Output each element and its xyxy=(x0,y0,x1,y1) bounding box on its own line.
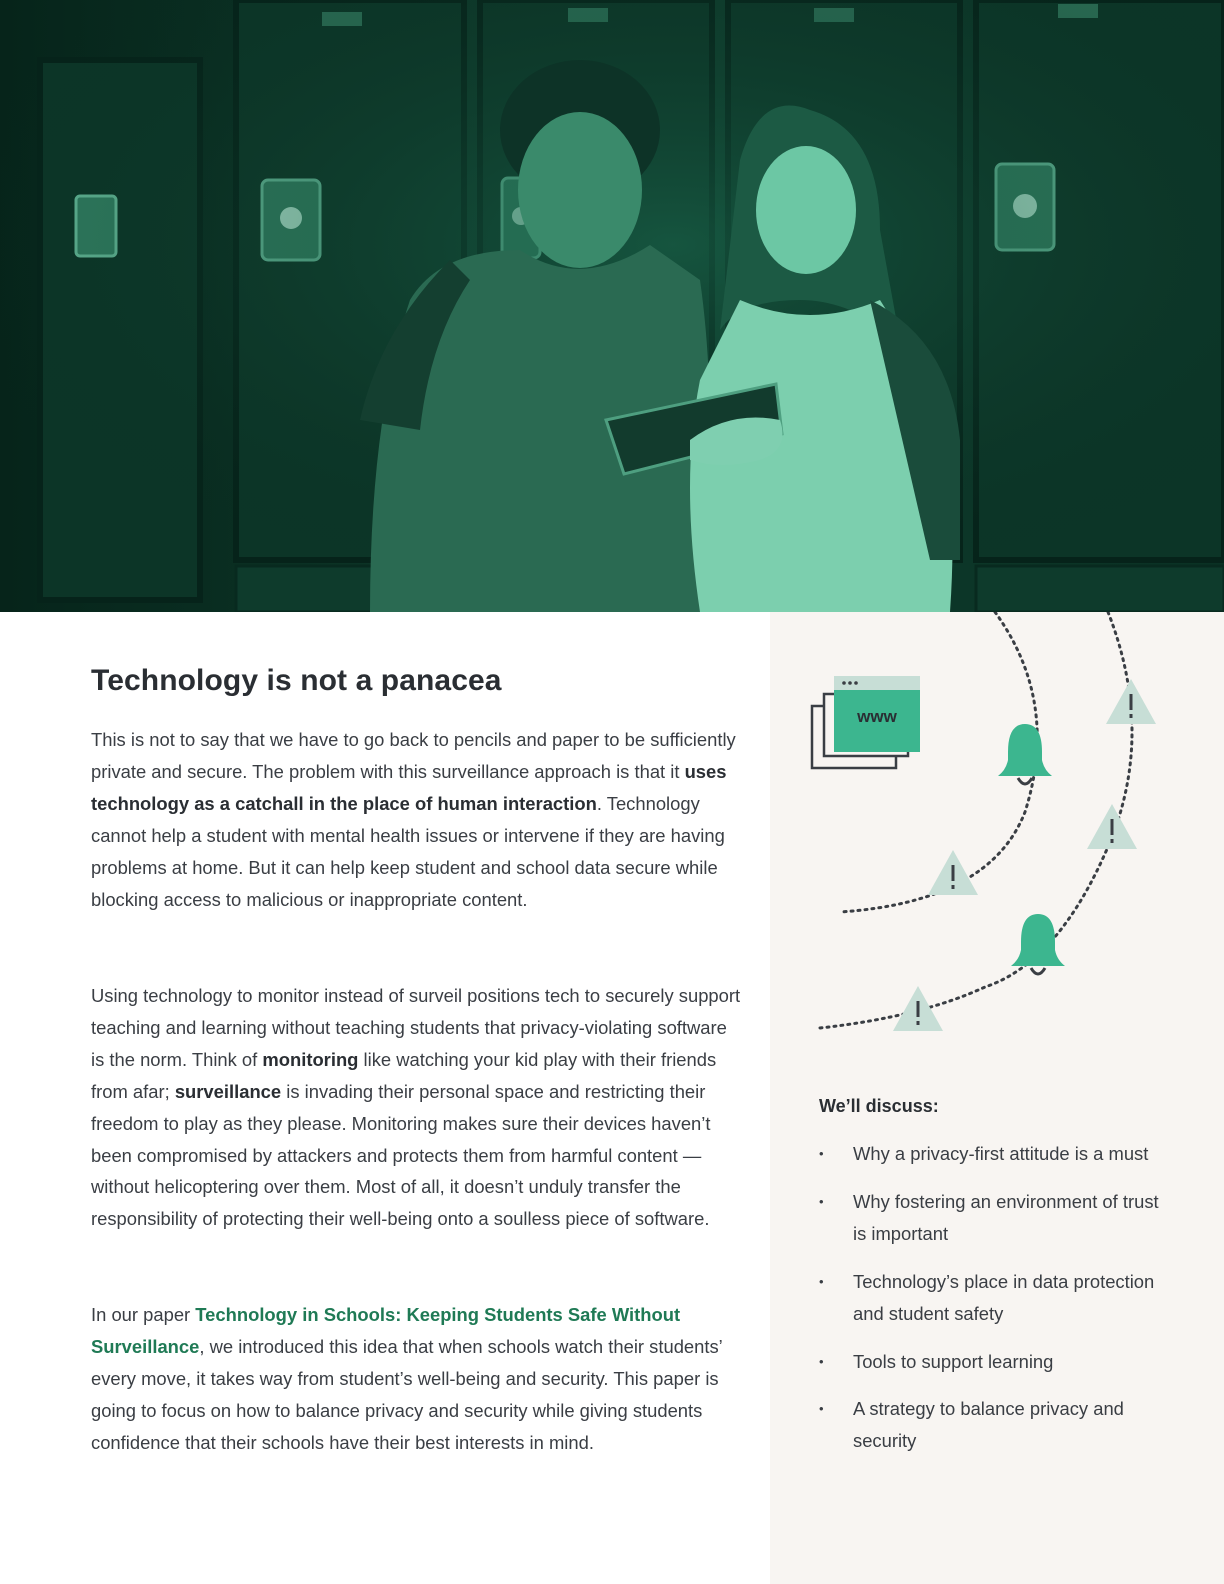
paragraph-text: like watching your kid play with their friends from afar; xyxy=(91,1048,717,1102)
warning-triangle-icon xyxy=(928,850,978,895)
paragraph-1 xyxy=(91,724,741,915)
paper-link[interactable]: Technology in Schools: Keeping Students Safe Without Surveillance xyxy=(91,1304,681,1357)
discuss-list xyxy=(819,1138,1159,1473)
emphasis-surveillance: surveillance xyxy=(174,1080,282,1102)
paragraph-text: In our paper xyxy=(91,1304,196,1325)
emphasis-text: uses technology as a catchall in the place of human interaction xyxy=(91,760,727,814)
article-heading: Technology is not a panacea xyxy=(91,664,502,697)
browser-window-icon xyxy=(812,676,920,768)
paragraph-text: This is not to say that we have to go back to pencils and paper to be sufficiently private and secure. The problem with this surveillance approach is that it xyxy=(91,729,736,782)
warning-triangle-icon xyxy=(893,986,943,1031)
list-item: • Technology’s place in data protection and student safety xyxy=(819,1266,1159,1330)
paragraph-text: Using technology to monitor instead of surveil positions tech to securely support teaching and learning without teaching students that privacy-violating software is the norm. Think of xyxy=(91,985,741,1070)
paragraph-2 xyxy=(91,980,741,1235)
emphasis-monitoring: monitoring xyxy=(262,1048,359,1070)
paragraph-text: . Technology cannot help a student with mental health issues or intervene if they are having problems at home. But it can help keep student and school data secure while blocking access to malicious or inappropriate content. xyxy=(91,792,725,910)
warning-triangle-icon xyxy=(1087,804,1137,849)
security-illustration xyxy=(770,612,1224,1052)
bell-icon xyxy=(998,724,1052,784)
browser-icon-label: www xyxy=(857,707,897,726)
list-item: • A strategy to balance privacy and security xyxy=(819,1393,1159,1457)
discuss-title: We’ll discuss: xyxy=(819,1096,939,1116)
paragraph-3 xyxy=(91,1299,741,1459)
warning-triangle-icon xyxy=(1106,679,1156,724)
list-item: • Why a privacy-first attitude is a must xyxy=(819,1138,1159,1170)
hero-photo xyxy=(0,0,1224,612)
paragraph-text: , we introduced this idea that when schools watch their students’ every move, it takes way from student’s well-being and security. This paper is going to focus on how to balance privacy and security while giving students confidence that their schools have their best interests in mind. xyxy=(91,1335,723,1453)
paragraph-text: is invading their personal space and restricting their freedom to play as they please. Monitoring makes sure their devices haven’t been compromised by attackers and protects them from harmful content — without helicoptering over them. Most of all, it doesn’t unduly transfer the responsibility of protecting their well-being onto a soulless piece of software. xyxy=(91,1080,711,1230)
students-at-lockers-image xyxy=(0,0,1224,612)
list-item: • Tools to support learning xyxy=(819,1346,1159,1378)
list-item: • Why fostering an environment of trust is important xyxy=(819,1186,1159,1250)
bell-icon xyxy=(1011,914,1065,974)
